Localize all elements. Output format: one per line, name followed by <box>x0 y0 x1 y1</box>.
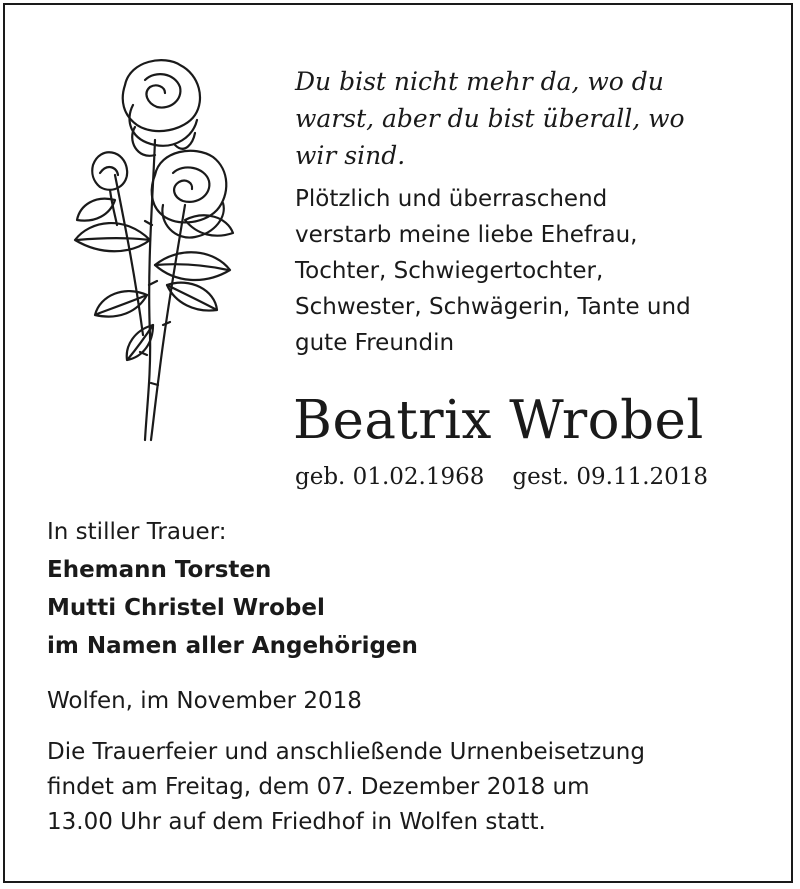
ceremony-info: Die Trauerfeier und anschließende Urnenbeisetzung findet am Freitag, dem 07. Dezember 2018 um 13.00 Uhr auf dem Friedhof in Wolfen statt. <box>47 739 645 835</box>
mourner-name: Mutti Christel Wrobel <box>47 595 325 621</box>
mourners-block <box>47 513 418 665</box>
roses-illustration-icon <box>55 45 255 445</box>
announcement-text: Plötzlich und überraschend verstarb meine liebe Ehefrau, Tochter, Schwiegertochter, Schwester, Schwägerin, Tante und gute Freundin <box>295 186 691 356</box>
obituary-notice <box>3 3 793 883</box>
birth-date: geb. 01.02.1968 <box>295 464 485 490</box>
mourner-name: im Namen aller Angehörigen <box>47 633 418 659</box>
mourners-heading: In stiller Trauer: <box>47 519 227 545</box>
death-date: gest. 09.11.2018 <box>512 464 709 490</box>
mourner-name: Ehemann Torsten <box>47 557 272 583</box>
deceased-name: Beatrix Wrobel <box>293 390 704 451</box>
place-and-date: Wolfen, im November 2018 <box>47 688 362 714</box>
life-dates <box>295 460 708 494</box>
memorial-quote: Du bist nicht mehr da, wo du warst, aber du bist überall, wo wir sind. <box>295 67 685 170</box>
